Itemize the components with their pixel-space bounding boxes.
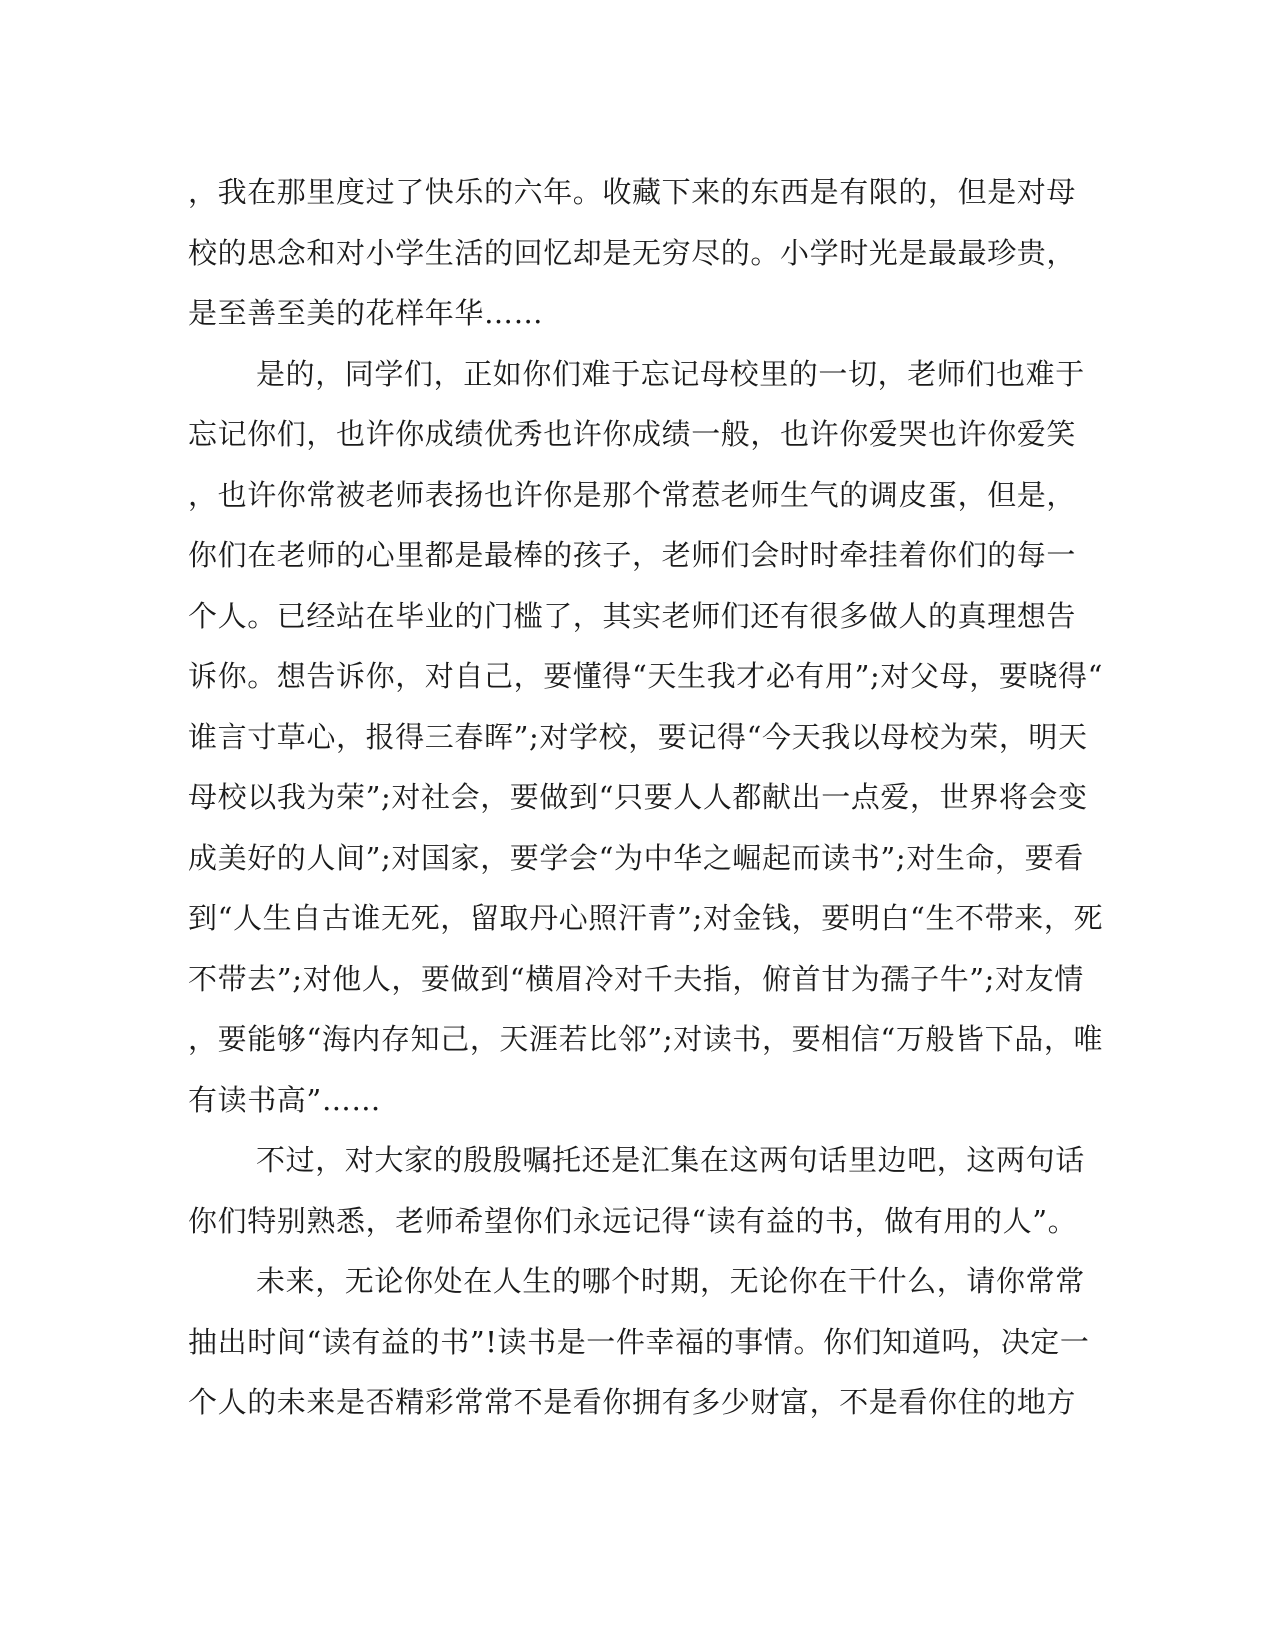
text-line: 忘记你们，也许你成绩优秀也许你成绩一般，也许你爱哭也许你爱笑 bbox=[188, 417, 1077, 451]
text-line: 到“人生自古谁无死，留取丹心照汗青”;对金钱，要明白“生不带来，死 bbox=[188, 901, 1104, 935]
body-text bbox=[188, 162, 1104, 1433]
text-line: 母校以我为荣”;对社会，要做到“只要人人都献出一点爱，世界将会变 bbox=[188, 780, 1088, 814]
text-line: 不带去”;对他人，要做到“横眉冷对千夫指，俯首甘为孺子牛”;对友情 bbox=[188, 961, 1084, 996]
paragraph-first-line: 未来，无论你处在人生的哪个时期，无论你在干什么，请你常常 bbox=[256, 1264, 1085, 1298]
text-line: 诉你。想告诉你，对自己，要懂得“天生我才必有用”;对父母，要晓得“ bbox=[188, 659, 1104, 693]
text-line: 校的思念和对小学生活的回忆却是无穷尽的。小学时光是最最珍贵， bbox=[188, 235, 1077, 270]
text-line: 是至善至美的花样年华…… bbox=[188, 296, 544, 330]
text-line: 你们在老师的心里都是最棒的孩子，老师们会时时牵挂着你们的每一 bbox=[188, 538, 1077, 572]
text-line: ，要能够“海内存知己，天涯若比邻”;对读书，要相信“万般皆下品，唯 bbox=[188, 1022, 1104, 1056]
text-line: ，也许你常被老师表扬也许你是那个常惹老师生气的调皮蛋，但是， bbox=[188, 477, 1077, 512]
text-line: 个人。已经站在毕业的门槛了，其实老师们还有很多做人的真理想告 bbox=[188, 598, 1077, 633]
text-line: 你们特别熟悉，老师希望你们永远记得“读有益的书，做有用的人”。 bbox=[188, 1203, 1078, 1238]
paragraph-first-line: 是的，同学们，正如你们难于忘记母校里的一切，老师们也难于 bbox=[256, 356, 1085, 391]
text-line: 谁言寸草心，报得三春晖”;对学校，要记得“今天我以母校为荣，明天 bbox=[188, 719, 1088, 754]
text-line: 个人的未来是否精彩常常不是看你拥有多少财富，不是看你住的地方 bbox=[188, 1385, 1077, 1419]
text-line: ，我在那里度过了快乐的六年。收藏下来的东西是有限的，但是对母 bbox=[188, 175, 1077, 209]
text-line: 成美好的人间”;对国家，要学会“为中华之崛起而读书”;对生命，要看 bbox=[188, 840, 1084, 875]
text-line: 抽出时间“读有益的书”!读书是一件幸福的事情。你们知道吗，决定一 bbox=[188, 1324, 1090, 1359]
text-line: 有读书高”…… bbox=[188, 1082, 382, 1117]
paragraph-first-line: 不过，对大家的殷殷嘱托还是汇集在这两句话里边吧，这两句话 bbox=[256, 1143, 1085, 1177]
